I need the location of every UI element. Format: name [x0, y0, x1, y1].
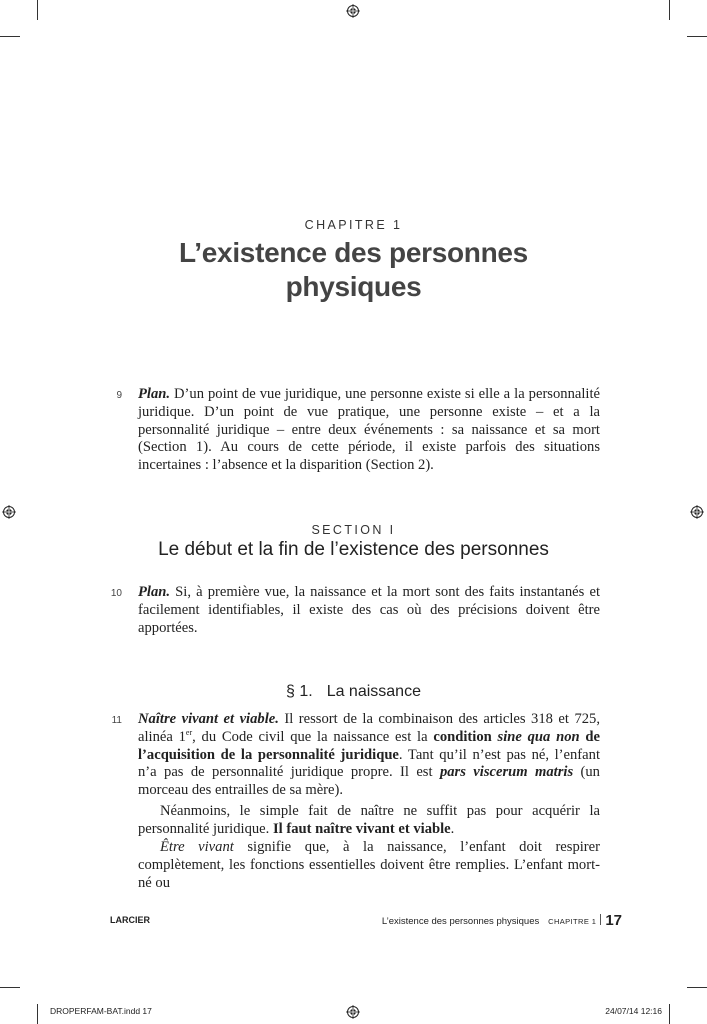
bold-italic-text: sine qua non [497, 728, 580, 745]
paragraph-text: , du Code civil que la naissance est la [192, 728, 434, 745]
running-title: L’existence des personnes physiques [381, 916, 540, 927]
paragraph-text: . [450, 820, 455, 837]
paragraph-lead: Plan. [138, 584, 171, 600]
slug-filename: DROPERFAM-BAT.indd 17 [50, 1006, 152, 1016]
crop-mark [669, 1004, 670, 1024]
slug-date: 24/07/14 12:16 [605, 1006, 662, 1016]
paragraph-lead: Naître vivant et viable. [138, 711, 279, 727]
paragraph-text: Néanmoins, le simple fait de naître ne suffit pas pour acquérir la personnalité juridique. [138, 803, 600, 837]
paragraph-text: signifie que, à la naissance, l’enfant doit respirer complètement, les fonctions essentielles doivent être remplies. L’enfant mort-né ou [138, 839, 601, 891]
section-title: Le début et la fin de l’existence des personnes [158, 539, 549, 560]
paragraph-number: 10 [110, 588, 122, 599]
chapter-title [0, 236, 707, 304]
crop-mark [687, 36, 707, 37]
paragraph-text: . Tant qu’il n’est pas né, l’enfant n’a pas de personnalité juridique propre. Il est [138, 746, 600, 781]
section-label: SECTION I [311, 523, 396, 537]
paragraph-10 [138, 584, 600, 637]
footer-separator [600, 914, 601, 925]
registration-mark-icon [690, 505, 704, 519]
bold-italic-text: pars viscerum matris [439, 764, 574, 781]
footer-publisher: LARCIER [110, 915, 150, 925]
paragraph-text: Si, à première vue, la naissance et la mort sont des faits instantanés et facilement identifiables, il existe des cas où des précisions doivent être apportées. [138, 584, 600, 636]
paragraph-9 [138, 386, 600, 475]
paragraph-text: Il ressort de la combinaison des articles 318 et 725, alinéa 1 [138, 711, 600, 745]
crop-mark [37, 1004, 38, 1024]
subsection-number: § 1. [286, 683, 313, 700]
page-number: 17 [605, 912, 622, 929]
crop-mark [669, 0, 670, 20]
footer-running-head [382, 911, 622, 929]
registration-mark-icon [346, 4, 360, 18]
bold-text: de l’acquisition de la personnalité juridique [138, 728, 601, 763]
italic-text: Être vivant [160, 839, 234, 855]
paragraph-11 [138, 711, 600, 800]
registration-mark-icon [346, 1005, 360, 1019]
crop-mark [0, 987, 20, 988]
subsection-label: La naissance [326, 683, 421, 700]
paragraph-text: (un morceau des entrailles de sa mère). [138, 764, 600, 799]
paragraph-number: 9 [116, 390, 122, 401]
bold-text: Il faut naître vivant et viable [272, 820, 451, 837]
paragraph-11-continued [138, 803, 600, 839]
chapter-title-line: physiques [285, 271, 422, 302]
running-chapter: CHAPITRE 1 [548, 917, 597, 926]
chapter-title-line: L’existence des personnes [179, 237, 528, 268]
crop-mark [0, 36, 20, 37]
registration-mark-icon [2, 505, 16, 519]
superscript: er [185, 727, 193, 737]
paragraph-text: D’un point de vue juridique, une personne existe si elle a la personnalité juridique. D’un point de vue pratique, une personne existe – et a la personnalité juridique – entre deux événements : sa naissance et sa mort (Section 1). Au cours de cette période, il existe parfois des situations incertaines : l’absence et la disparition (Section 2). [138, 386, 600, 474]
paragraph-number: 11 [111, 715, 122, 726]
chapter-label: CHAPITRE 1 [304, 218, 403, 232]
paragraph-lead: Plan. [138, 386, 171, 402]
subsection-title [0, 683, 707, 701]
crop-mark [687, 987, 707, 988]
paragraph-11-continued [138, 839, 600, 892]
crop-mark [37, 0, 38, 20]
bold-text: condition [433, 728, 498, 745]
